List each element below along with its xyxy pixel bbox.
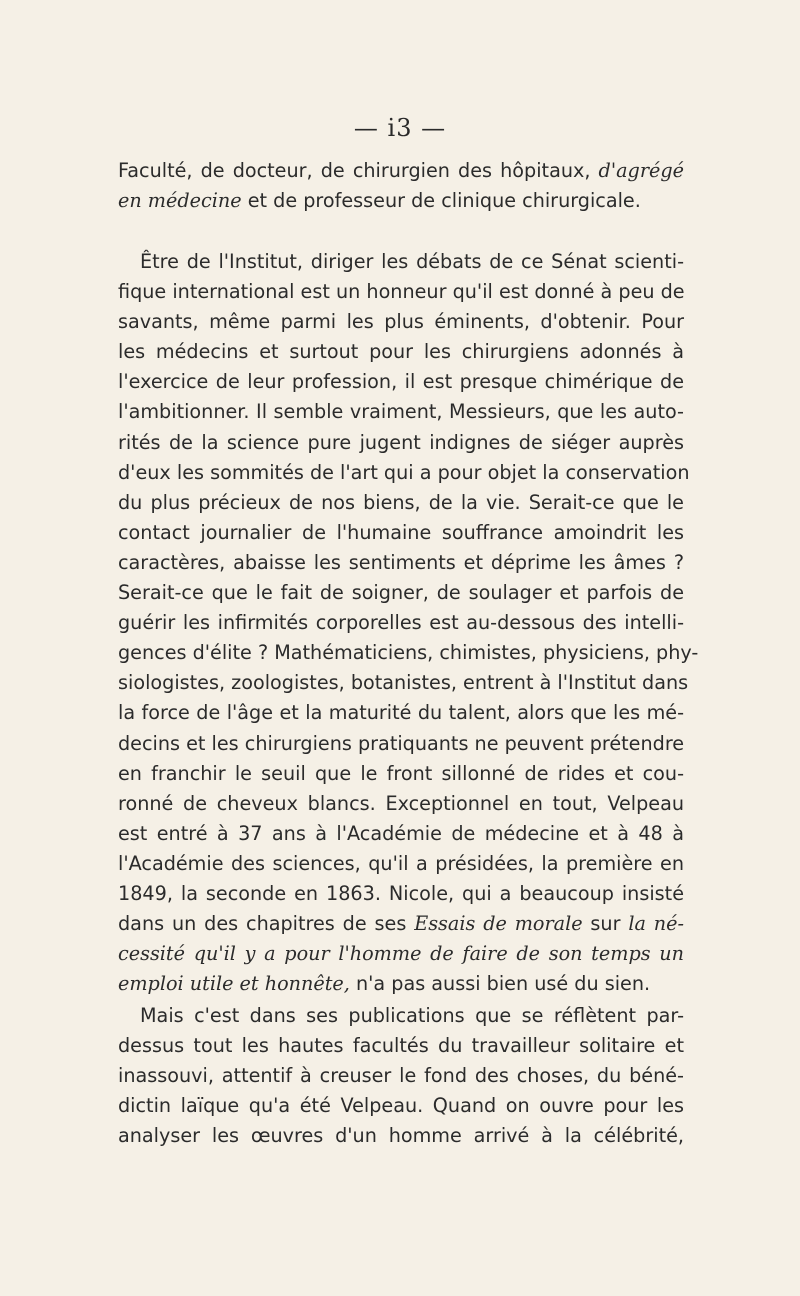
text-line: guérir les infirmités corporelles est au-dessous des intelli- [118, 611, 684, 635]
paragraph-1 [118, 156, 684, 216]
text-line: l'ambitionner. Il semble vraiment, Messieurs, que les auto- [118, 400, 684, 424]
text-line: contact journalier de l'humaine souffrance amoindrit les [118, 520, 684, 544]
italic-text: d'agrégé [598, 159, 684, 182]
text-span: Faculté, de docteur, de chirurgien des hôpitaux, [118, 159, 599, 182]
text-line: fique international est un honneur qu'il est donné à peu de [118, 280, 685, 304]
text-line [118, 156, 684, 186]
text-span: et de professeur de clinique chirurgicale. [241, 189, 641, 213]
text-line: siologistes, zoologistes, botanistes, entrent à l'Institut dans [118, 671, 689, 695]
text-line: Mais c'est dans ses publications que se réflètent par- [140, 1004, 684, 1027]
text-line: dictin laïque qu'a été Velpeau. Quand on ouvre pour les [118, 1094, 684, 1118]
text-line: l'exercice de leur profession, il est presque chimérique de [118, 370, 684, 394]
text-line: la force de l'âge et la maturité du talent, alors que les mé- [118, 701, 684, 725]
text-line: du plus précieux de nos biens, de la vie. Serait-ce que le [118, 490, 684, 514]
text-line: dessus tout les hautes facultés du travailleur solitaire et [118, 1034, 684, 1058]
text-line [118, 909, 684, 939]
text-line [118, 186, 684, 216]
text-span: n'a pas aussi bien usé du sien. [349, 972, 651, 996]
italic-text: Essais de morale [414, 912, 583, 936]
text-line: Serait-ce que le fait de soigner, de soulager et parfois de [118, 581, 684, 605]
text-line: gences d'élite ? Mathématiciens, chimistes, physiciens, phy- [118, 641, 699, 665]
italic-text: emploi utile et honnête, [118, 972, 350, 996]
text-line: analyser les œuvres d'un homme arrivé à la célébrité, [118, 1124, 684, 1148]
text-line: rités de la science pure jugent indignes de siéger auprès [118, 430, 684, 454]
text-line: 1849, la seconde en 1863. Nicole, qui a beaucoup insisté [118, 881, 684, 905]
text-line: caractères, abaisse les sentiments et déprime les âmes ? [118, 550, 684, 574]
text-line [118, 969, 684, 999]
paragraph-2 [118, 247, 699, 999]
text-line: ronné de cheveux blancs. Exceptionnel en tout, Velpeau [118, 791, 684, 815]
text-span: sur [582, 912, 629, 936]
text-span: dans un des chapitres de ses [118, 912, 415, 936]
text-line: inassouvi, attentif à creuser le fond des choses, du béné- [118, 1064, 684, 1088]
paragraph-3 [118, 1001, 684, 1151]
text-line: est entré à 37 ans à l'Académie de médecine et à 48 à [118, 821, 684, 845]
text-line: Être de l'Institut, diriger les débats de ce Sénat scienti- [140, 250, 684, 273]
italic-text: la né- [628, 912, 685, 936]
text-line: decins et les chirurgiens pratiquants ne peuvent prétendre [118, 731, 685, 755]
italic-text-line: cessité qu'il y a pour l'homme de faire de son temps un [118, 942, 684, 966]
text-line: les médecins et surtout pour les chirurgiens adonnés à [118, 340, 684, 364]
text-line: d'eux les sommités de l'art qui a pour objet la conservation [118, 460, 690, 484]
text-line: l'Académie des sciences, qu'il a présidées, la première en [118, 851, 684, 875]
italic-text: en médecine [118, 189, 242, 213]
page-number: — i3 — [353, 114, 447, 142]
text-line: en franchir le seuil que le front sillonné de rides et cou- [118, 761, 684, 785]
text-line: savants, même parmi les plus éminents, d'obtenir. Pour [118, 310, 684, 334]
